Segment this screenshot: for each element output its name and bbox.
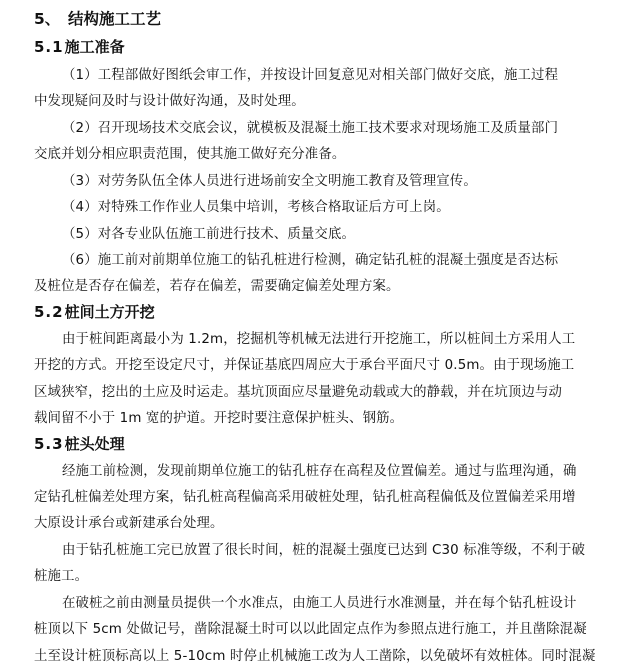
paragraph-line: 土至设计桩顶标高以上 5-10cm 时停止机械施工改为人工凿除，以免破坏有效桩体。同时混凝 [34,649,596,664]
paragraph-line: 桩顶以下 5cm 处做记号，凿除混凝土时可以以此固定点作为参照点进行施工，并且凿除混凝 [34,622,587,637]
paragraph-line: 及桩位是否存在偏差，若存在偏差，需要确定偏差处理方案。 [34,279,400,294]
paragraph-line: （4）对特殊工作作业人员集中培训，考核合格取证后方可上岗。 [62,200,450,215]
subsection-heading-5-2 [34,302,155,322]
section-title: 结构施工工艺 [68,10,162,28]
paragraph-line: 大原设计承台或新建承台处理。 [34,516,224,531]
paragraph-line: 由于桩间距离最小为 1.2m，挖掘机等机械无法进行开挖施工，所以桩间土方采用人工 [62,332,576,347]
paragraph-line: 经施工前检测，发现前期单位施工的钻孔桩存在高程及位置偏差。通过与监理沟通，确 [62,464,577,479]
subsection-title: 桩头处理 [64,435,125,453]
subsection-title: 桩间土方开挖 [64,303,155,321]
paragraph-line: 桩施工。 [34,569,89,584]
subsection-heading-5-1 [34,37,125,57]
subsection-number: 5.3 [34,435,64,453]
subsection-number: 5.2 [34,303,64,321]
paragraph-line: 开挖的方式。开挖至设定尺寸，并保证基底四周应大于承台平面尺寸 0.5m。由于现场施工 [34,358,575,373]
paragraph-line: 区域狭窄，挖出的土应及时运走。基坑顶面应尽量避免动载或大的静载，并在坑顶边与动 [34,385,563,400]
paragraph-line: （6）施工前对前期单位施工的钻孔桩进行检测，确定钻孔桩的混凝土强度是否达标 [62,253,559,268]
section-heading [34,9,161,29]
paragraph-line: 中发现疑问及时与设计做好沟通，及时处理。 [34,94,305,109]
paragraph-line: 由于钻孔桩施工完已放置了很长时间，桩的混凝土强度已达到 C30 标准等级，不利于破 [62,543,586,558]
subsection-number: 5.1 [34,38,64,56]
paragraph-line: （3）对劳务队伍全体人员进行进场前安全文明施工教育及管理宣传。 [62,174,477,189]
subsection-title: 施工准备 [64,38,125,56]
paragraph-line: 在破桩之前由测量员提供一个水准点，由施工人员进行水准测量，并在每个钻孔桩设计 [62,596,577,611]
paragraph-line: （2）召开现场技术交底会议，就模板及混凝土施工技术要求对现场施工及质量部门 [62,121,559,136]
paragraph-line: 载间留不小于 1m 宽的护道。开挖时要注意保护桩头、钢筋。 [34,411,404,426]
paragraph-line: （5）对各专业队伍施工前进行技术、质量交底。 [62,227,356,242]
section-number: 5、 [34,10,61,28]
paragraph-line: （1）工程部做好图纸会审工作，并按设计回复意见对相关部门做好交底，施工过程 [62,68,559,83]
paragraph-line: 交底并划分相应职责范围，使其施工做好充分准备。 [34,147,346,162]
subsection-heading-5-3 [34,434,125,454]
paragraph-line: 定钻孔桩偏差处理方案，钻孔桩高程偏高采用破桩处理，钻孔桩高程偏低及位置偏差采用增 [34,490,576,505]
